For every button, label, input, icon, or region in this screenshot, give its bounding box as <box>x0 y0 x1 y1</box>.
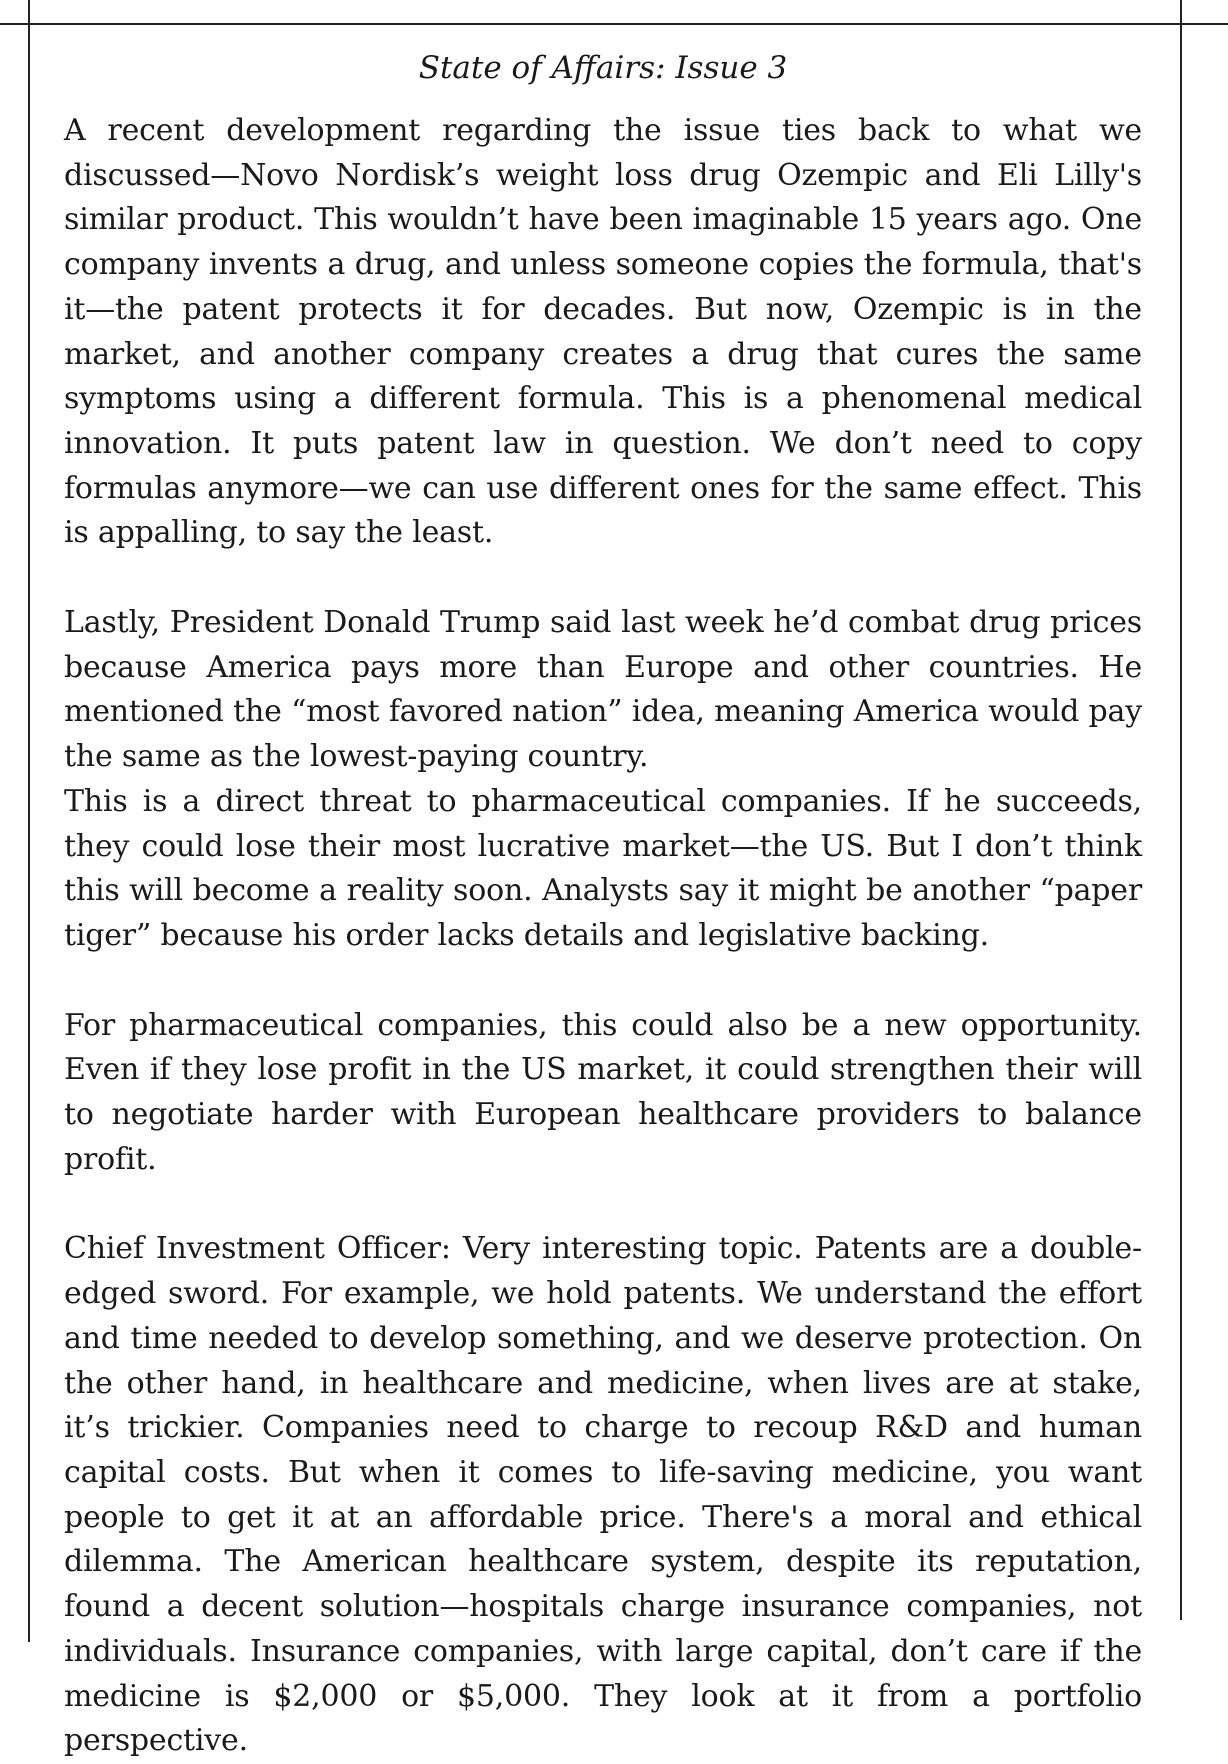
right-border-line <box>1180 0 1182 1620</box>
paragraph-new-opportunity: For pharmaceutical companies, this could also be a new opportunity. Even if they lose profit in the US market, it could strengthen their will to negotiate harder with European healthcare providers to balance profit. <box>64 1007 1142 1177</box>
paragraph-trump-drug-prices: Lastly, President Donald Trump said last week he’d combat drug prices because America pays more than Europe and other countries. He mentioned the “most favored nation” idea, meaning America would pay the same as the lowest-paying country. <box>64 605 1142 775</box>
top-border-line <box>0 23 1228 25</box>
paragraph-threat-to-pharma: This is a direct threat to pharmaceutical companies. If he succeeds, they could lose their most lucrative market—the US. But I don’t think this will become a reality soon. Analysts say it might be another “paper tiger” because his order lacks details and legislative backing. <box>64 783 1142 953</box>
paragraph-cio-comment: Chief Investment Officer: Very interesting topic. Patents are a double-edged sword. For example, we hold patents. We understand the effort and time needed to develop something, and we deserve protection. On the other hand, in healthcare and medicine, when lives are at stake, it’s trickier. Companies need to charge to recoup R&D and human capital costs. But when it comes to life-saving medicine, you want people to get it at an affordable price. There's a moral and ethical dilemma. The American healthcare system, despite its reputation, found a decent solution—hospitals charge insurance companies, not individuals. Insurance companies, with large capital, don’t care if the medicine is $2,000 or $5,000. They look at it from a portfolio perspective. <box>64 1231 1142 1759</box>
left-border-line <box>28 0 30 1642</box>
paragraph-patent-development: A recent development regarding the issue ties back to what we discussed—Novo Nordisk’s weight loss drug Ozempic and Eli Lilly's similar product. This wouldn’t have been imaginable 15 years ago. One company invents a drug, and unless someone copies the formula, that's it—the patent protects it for decades. But now, Ozempic is in the market, and another company creates a drug that cures the same symptoms using a different formula. This is a phenomenal medical innovation. It puts patent law in question. We don’t need to copy formulas anymore—we can use different ones for the same effect. This is appalling, to say the least. <box>64 113 1142 551</box>
document-page <box>64 45 1142 1764</box>
document-title: State of Affairs: Issue 3 <box>418 50 788 86</box>
